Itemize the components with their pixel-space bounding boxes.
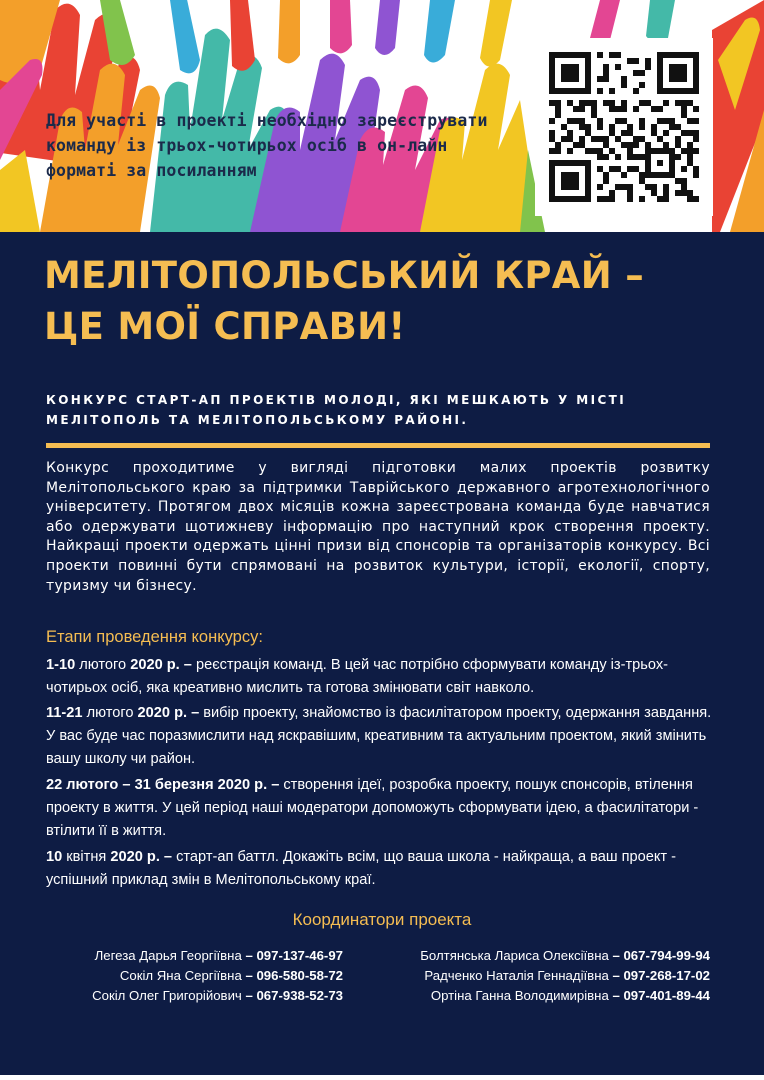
registration-intro-text: Для участі в проекті необхідно зареєструвати команду із трьох-чотирьох осіб в он-лайн форматі за посиланням [46,111,488,180]
subtitle-line-2: МЕЛІТОПОЛЬ ТА МЕЛІТОПОЛЬСЬКОМУ РАЙОНІ. [46,413,469,427]
page-title [44,250,734,352]
qr-code-icon[interactable] [549,52,699,202]
stage-text: вибір проекту, знайомство із фасилітатором проекту, одержання завдання. У вас буде час поразмислити над яскравішим, креативним та актуальним проектом, який змінить вашу школу чи район. [46,705,712,767]
stage-date: 10 квітня 2020 р. – [46,849,173,865]
stages-heading: Етапи проведення конкурсу: [46,628,263,646]
phone-number: – 097-401-89-44 [608,988,710,1003]
phone-number: – 097-137-46-97 [241,948,343,963]
contest-description: Конкурс проходитиме у вигляді підготовки малих проектів розвитку Мелітопольського краю за підтримки Таврійського державного агротехнологічного університету. Протягом двох місяців кожна зареєстрована команда буде навчатися або одержувати щотижневу інформацію про наступний крок створення проекту. Найкращі проекти одержать цінні призи від спонсорів та організаторів конкурсу. Всі проекти повинні бути спрямовані на розвиток культури, історії, екології, спорту, туризму чи бізнесу. [46,460,710,594]
stage-date: 1-10 лютого 2020 р. – [46,657,192,673]
coordinators-list-left [40,946,343,1006]
bottom-margin [0,1075,764,1080]
qr-code-panel[interactable] [535,38,713,216]
header-banner [0,0,764,232]
phone-number: – 067-794-99-94 [608,948,710,963]
phone-number: – 097-268-17-02 [608,968,710,983]
coordinator-contact: Радченко Наталія Геннадіївна – 097-268-17-02 [424,968,710,983]
main-panel [0,232,764,1080]
coordinator-contact: Легеза Дарья Георгіївна – 097-137-46-97 [94,948,343,963]
stage-text: створення ідеї, розробка проекту, пошук спонсорів, втілення проекту в життя. У цей період наші модератори допоможуть сформувати ідею, а фасилітатори - втілити її в життя. [46,777,699,839]
subtitle-line-1: КОНКУРС СТАРТ-АП ПРОЕКТІВ МОЛОДІ, ЯКІ МЕШКАЮТЬ У МІСТІ [46,393,627,407]
coordinator-contact: Ортіна Ганна Володимирівна – 097-401-89-44 [430,988,710,1003]
title-line-2: ЦЕ МОЇ СПРАВИ! [44,305,406,348]
title-line-1: МЕЛІТОПОЛЬСЬКИЙ КРАЙ – [44,254,644,297]
stage-item [46,846,722,892]
stage-date: 11-21 лютого 2020 р. – [46,705,200,721]
coordinator-contact: Сокіл Олег Григорійович – 067-938-52-73 [92,988,343,1003]
stage-item [46,654,722,700]
stage-item [46,774,722,843]
stage-text: старт-ап баттл. Докажіть всім, що ваша школа - найкраща, а ваш проект - успішний приклад змін в Мелітопольському краї. [46,849,677,888]
coordinators-list-right [385,946,710,1006]
phone-number: – 096-580-58-72 [241,968,343,983]
stage-date: 22 лютого – 31 березня 2020 р. – [46,777,280,793]
coordinator-contact: Болтянська Лариса Олексіївна – 067-794-99-94 [420,948,710,963]
phone-number: – 067-938-52-73 [241,988,343,1003]
coordinator-contact: Сокіл Яна Сергіївна – 096-580-58-72 [119,968,343,983]
stage-item [46,702,722,771]
contest-subtitle [46,390,726,430]
stage-text: реєстрація команд. В цей час потрібно сформувати команду із-трьох-чотирьох осіб, яка креативно мислить та готова змінювати світ навколо. [46,657,668,696]
coordinators-heading: Координатори проекта [292,910,472,929]
gold-divider [46,443,710,448]
